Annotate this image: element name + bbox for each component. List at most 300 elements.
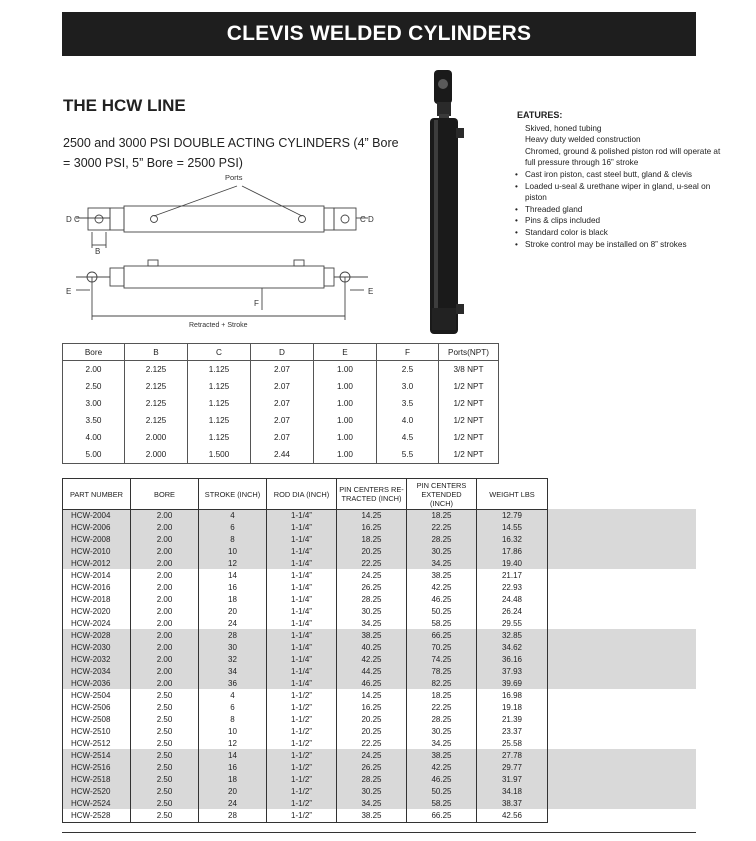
table-cell: 66.25 <box>407 810 477 823</box>
table-cell: HCW-2010 <box>63 546 131 558</box>
table-cell: 1-1/2” <box>267 810 337 823</box>
table-cell: 78.25 <box>407 666 477 678</box>
label-b: B <box>95 247 101 256</box>
table-cell: 16 <box>199 582 267 594</box>
table-cell: 1-1/2” <box>267 750 337 762</box>
table-cell: 2.00 <box>131 606 199 618</box>
table-cell: 2.07 <box>251 361 314 379</box>
table-row <box>63 582 548 594</box>
col-header: B <box>125 344 188 361</box>
table-row <box>63 750 548 762</box>
col-header: BORE <box>131 479 199 510</box>
table-row <box>63 810 548 823</box>
table-row <box>63 714 548 726</box>
table-cell: 2.50 <box>63 378 125 395</box>
feature-item: • Standard color is black <box>517 227 727 239</box>
table-cell: HCW-2524 <box>63 798 131 810</box>
table-cell: 5.00 <box>63 446 125 464</box>
table-cell: 14.25 <box>337 690 407 702</box>
table-cell: 2.07 <box>251 429 314 446</box>
ports-label: Ports <box>225 173 243 182</box>
table-cell: 34.18 <box>477 786 548 798</box>
table-cell: 30.25 <box>337 786 407 798</box>
col-header: Bore <box>63 344 125 361</box>
table-cell: 22.93 <box>477 582 548 594</box>
table-cell: 2.50 <box>131 810 199 823</box>
parts-header-row <box>63 479 548 510</box>
table-cell: 16.32 <box>477 534 548 546</box>
table-row <box>63 702 548 714</box>
table-cell: 28 <box>199 810 267 823</box>
table-cell: 4.0 <box>377 412 439 429</box>
table-cell: 16.98 <box>477 690 548 702</box>
table-cell: 2.00 <box>131 594 199 606</box>
table-row <box>63 446 499 464</box>
table-cell: 21.17 <box>477 570 548 582</box>
table-cell: 18 <box>199 774 267 786</box>
table-cell: 1-1/4” <box>267 666 337 678</box>
table-cell: HCW-2512 <box>63 738 131 750</box>
table-cell: HCW-2520 <box>63 786 131 798</box>
table-cell: 20.25 <box>337 726 407 738</box>
col-header: STROKE (INCH) <box>199 479 267 510</box>
table-cell: 2.50 <box>131 774 199 786</box>
table-cell: 5.5 <box>377 446 439 464</box>
table-row <box>63 395 499 412</box>
table-cell: 42.56 <box>477 810 548 823</box>
table-cell: 2.00 <box>131 618 199 630</box>
table-cell: 3.5 <box>377 395 439 412</box>
table-cell: HCW-2510 <box>63 726 131 738</box>
table-cell: 26.25 <box>337 762 407 774</box>
table-row <box>63 798 548 810</box>
label-f: F <box>254 299 259 308</box>
table-cell: 1-1/2” <box>267 798 337 810</box>
table-cell: HCW-2034 <box>63 666 131 678</box>
table-cell: 28.25 <box>407 714 477 726</box>
table-cell: 6 <box>199 702 267 714</box>
table-cell: 16 <box>199 762 267 774</box>
col-header: PIN CENTERS RE-TRACTED (INCH) <box>337 479 407 510</box>
table-row <box>63 630 548 642</box>
table-cell: 27.78 <box>477 750 548 762</box>
table-cell: 74.25 <box>407 654 477 666</box>
table-row <box>63 786 548 798</box>
table-cell: HCW-2504 <box>63 690 131 702</box>
table-row <box>63 429 499 446</box>
table-row <box>63 361 499 379</box>
table-cell: 1.00 <box>314 412 377 429</box>
table-cell: 2.000 <box>125 446 188 464</box>
table-row <box>63 510 548 523</box>
table-cell: 1-1/4” <box>267 570 337 582</box>
table-row <box>63 654 548 666</box>
table-cell: HCW-2516 <box>63 762 131 774</box>
table-cell: 1.00 <box>314 446 377 464</box>
table-cell: 2.000 <box>125 429 188 446</box>
table-cell: HCW-2006 <box>63 522 131 534</box>
table-cell: 30 <box>199 642 267 654</box>
table-cell: HCW-2518 <box>63 774 131 786</box>
table-cell: 30.25 <box>337 606 407 618</box>
table-cell: 28.25 <box>337 594 407 606</box>
feature-item: • Cast iron piston, cast steel butt, gland & clevis <box>517 169 727 181</box>
table-cell: HCW-2030 <box>63 642 131 654</box>
table-cell: 29.55 <box>477 618 548 630</box>
table-cell: 28 <box>199 630 267 642</box>
table-cell: 26.24 <box>477 606 548 618</box>
table-cell: 1-1/4” <box>267 630 337 642</box>
table-cell: 2.00 <box>131 654 199 666</box>
table-cell: HCW-2020 <box>63 606 131 618</box>
table-cell: 20 <box>199 606 267 618</box>
table-cell: HCW-2024 <box>63 618 131 630</box>
table-cell: HCW-2508 <box>63 714 131 726</box>
table-cell: 1-1/2” <box>267 738 337 750</box>
table-cell: 50.25 <box>407 786 477 798</box>
feature-item: • Threaded gland <box>517 204 727 216</box>
table-cell: 1-1/2” <box>267 774 337 786</box>
table-cell: 1-1/4” <box>267 654 337 666</box>
table-cell: 36 <box>199 678 267 690</box>
table-cell: 32.85 <box>477 630 548 642</box>
table-cell: 38.25 <box>337 630 407 642</box>
table-cell: 26.25 <box>337 582 407 594</box>
table-cell: 34.25 <box>407 738 477 750</box>
feature-item: • Loaded u-seal & urethane wiper in gland, u-seal on piston <box>517 181 727 204</box>
col-header: PIN CENTERS EXTENDED (INCH) <box>407 479 477 510</box>
table-cell: 14 <box>199 570 267 582</box>
table-cell: 2.50 <box>131 702 199 714</box>
table-cell: 1-1/2” <box>267 690 337 702</box>
feature-item: • Stroke control may be installed on 8” strokes <box>517 239 727 251</box>
table-cell: 4.5 <box>377 429 439 446</box>
table-cell: 2.44 <box>251 446 314 464</box>
feature-item: Skived, honed tubing <box>525 123 602 133</box>
table-cell: 19.18 <box>477 702 548 714</box>
table-cell: 24.48 <box>477 594 548 606</box>
label-d-left: D <box>66 215 72 224</box>
table-cell: HCW-2012 <box>63 558 131 570</box>
table-cell: 24.25 <box>337 750 407 762</box>
table-cell: 2.07 <box>251 378 314 395</box>
table-cell: 1-1/2” <box>267 714 337 726</box>
col-header: E <box>314 344 377 361</box>
table-cell: 3/8 NPT <box>439 361 499 379</box>
cylinder-drawing-icon <box>62 170 382 338</box>
table-row <box>63 378 499 395</box>
page-banner <box>62 12 696 56</box>
table-cell: 34.62 <box>477 642 548 654</box>
table-cell: 1-1/4” <box>267 546 337 558</box>
table-cell: 1/2 NPT <box>439 378 499 395</box>
label-e-left: E <box>66 287 72 296</box>
table-cell: 42.25 <box>337 654 407 666</box>
dimensions-table <box>62 343 499 464</box>
table-cell: 1.125 <box>188 361 251 379</box>
table-cell: 1-1/4” <box>267 606 337 618</box>
table-cell: 8 <box>199 714 267 726</box>
banner-title: CLEVIS WELDED CYLINDERS <box>226 22 532 45</box>
table-cell: 2.00 <box>131 678 199 690</box>
table-cell: 8 <box>199 534 267 546</box>
table-cell: 12 <box>199 558 267 570</box>
label-c-left: C <box>74 215 80 224</box>
table-cell: 18 <box>199 594 267 606</box>
table-cell: 70.25 <box>407 642 477 654</box>
table-cell: 82.25 <box>407 678 477 690</box>
table-cell: 24.25 <box>337 570 407 582</box>
table-cell: 31.97 <box>477 774 548 786</box>
table-cell: HCW-2514 <box>63 750 131 762</box>
table-cell: 1.00 <box>314 361 377 379</box>
table-cell: 2.00 <box>131 522 199 534</box>
table-cell: 34.25 <box>407 558 477 570</box>
table-cell: 1-1/2” <box>267 762 337 774</box>
table-cell: 1/2 NPT <box>439 429 499 446</box>
features-title: EATURES: <box>517 110 563 120</box>
table-cell: HCW-2506 <box>63 702 131 714</box>
table-cell: 4 <box>199 510 267 523</box>
table-cell: 1-1/4” <box>267 582 337 594</box>
table-cell: 12.79 <box>477 510 548 523</box>
col-header: Ports(NPT) <box>439 344 499 361</box>
table-cell: 16.25 <box>337 522 407 534</box>
table-row <box>63 666 548 678</box>
feature-item: Chromed, ground & polished piston rod will operate at full pressure through 16” stroke <box>525 146 721 168</box>
table-cell: 2.00 <box>131 630 199 642</box>
table-cell: 1.00 <box>314 395 377 412</box>
table-cell: 24 <box>199 798 267 810</box>
table-cell: 2.50 <box>131 786 199 798</box>
table-cell: 38.25 <box>407 570 477 582</box>
table-cell: 2.125 <box>125 395 188 412</box>
table-cell: 42.25 <box>407 582 477 594</box>
section-heading: THE HCW LINE <box>63 96 186 115</box>
features-box <box>517 110 727 250</box>
table-cell: 29.77 <box>477 762 548 774</box>
footer-rule <box>62 832 696 833</box>
table-cell: 1/2 NPT <box>439 412 499 429</box>
table-cell: 1/2 NPT <box>439 395 499 412</box>
table-cell: 14 <box>199 750 267 762</box>
table-row <box>63 412 499 429</box>
col-header: C <box>188 344 251 361</box>
table-cell: 1/2 NPT <box>439 446 499 464</box>
label-e-right: E <box>368 287 374 296</box>
table-cell: 50.25 <box>407 606 477 618</box>
table-row <box>63 522 548 534</box>
table-cell: 1.125 <box>188 395 251 412</box>
table-cell: 6 <box>199 522 267 534</box>
table-cell: 32 <box>199 654 267 666</box>
table-row <box>63 726 548 738</box>
label-d-right: D <box>368 215 374 224</box>
table-cell: 20.25 <box>337 546 407 558</box>
table-cell: 46.25 <box>407 774 477 786</box>
table-cell: 4 <box>199 690 267 702</box>
table-cell: 36.16 <box>477 654 548 666</box>
table-cell: 2.125 <box>125 361 188 379</box>
table-cell: 1-1/4” <box>267 642 337 654</box>
table-cell: 1-1/4” <box>267 594 337 606</box>
table-cell: 28.25 <box>407 534 477 546</box>
table-cell: 19.40 <box>477 558 548 570</box>
table-row <box>63 690 548 702</box>
table-cell: 4.00 <box>63 429 125 446</box>
table-cell: 3.0 <box>377 378 439 395</box>
table-cell: 22.25 <box>337 738 407 750</box>
table-row <box>63 546 548 558</box>
table-cell: 1-1/4” <box>267 534 337 546</box>
table-cell: 1-1/2” <box>267 786 337 798</box>
retracted-label: Retracted + Stroke <box>189 322 248 329</box>
table-cell: 38.25 <box>337 810 407 823</box>
table-cell: 10 <box>199 726 267 738</box>
table-cell: 2.00 <box>131 510 199 523</box>
table-cell: HCW-2014 <box>63 570 131 582</box>
col-header: WEIGHT LBS <box>477 479 548 510</box>
table-cell: 2.07 <box>251 395 314 412</box>
table-cell: 2.50 <box>131 726 199 738</box>
table-cell: 1-1/4” <box>267 510 337 523</box>
table-cell: 34.25 <box>337 798 407 810</box>
table-cell: 1.00 <box>314 429 377 446</box>
table-row <box>63 678 548 690</box>
table-cell: 42.25 <box>407 762 477 774</box>
table-cell: 20.25 <box>337 714 407 726</box>
table-cell: 46.25 <box>337 678 407 690</box>
table-cell: 1-1/4” <box>267 618 337 630</box>
table-cell: 2.125 <box>125 412 188 429</box>
table-cell: 2.50 <box>131 738 199 750</box>
table-cell: 2.07 <box>251 412 314 429</box>
table-cell: 2.00 <box>131 570 199 582</box>
table-cell: 14.25 <box>337 510 407 523</box>
table-cell: 20 <box>199 786 267 798</box>
table-cell: 2.00 <box>131 534 199 546</box>
table-cell: 10 <box>199 546 267 558</box>
table-row <box>63 762 548 774</box>
table-cell: 2.00 <box>131 582 199 594</box>
table-cell: HCW-2036 <box>63 678 131 690</box>
table-cell: 22.25 <box>407 702 477 714</box>
table-cell: 1-1/2” <box>267 726 337 738</box>
table-cell: 34.25 <box>337 618 407 630</box>
table-cell: 22.25 <box>407 522 477 534</box>
table-cell: 18.25 <box>407 690 477 702</box>
table-cell: 2.00 <box>131 666 199 678</box>
table-cell: 1.125 <box>188 429 251 446</box>
table-cell: 2.50 <box>131 798 199 810</box>
table-row <box>63 558 548 570</box>
table-cell: HCW-2018 <box>63 594 131 606</box>
hydraulic-cylinder-photo-icon <box>420 68 480 336</box>
col-header: D <box>251 344 314 361</box>
table-cell: 39.69 <box>477 678 548 690</box>
table-cell: 58.25 <box>407 798 477 810</box>
table-cell: 16.25 <box>337 702 407 714</box>
table-cell: 1-1/4” <box>267 522 337 534</box>
table-row <box>63 618 548 630</box>
table-cell: 1.500 <box>188 446 251 464</box>
dimensions-header-row <box>63 344 499 361</box>
table-cell: 2.00 <box>63 361 125 379</box>
table-cell: 2.125 <box>125 378 188 395</box>
table-row <box>63 594 548 606</box>
col-header: F <box>377 344 439 361</box>
table-cell: 12 <box>199 738 267 750</box>
table-cell: 21.39 <box>477 714 548 726</box>
table-cell: 17.86 <box>477 546 548 558</box>
col-header: PART NUMBER <box>63 479 131 510</box>
table-row <box>63 570 548 582</box>
label-c-right: C <box>360 215 366 224</box>
table-cell: HCW-2004 <box>63 510 131 523</box>
table-cell: HCW-2032 <box>63 654 131 666</box>
table-cell: 18.25 <box>407 510 477 523</box>
table-cell: 37.93 <box>477 666 548 678</box>
table-cell: 2.50 <box>131 714 199 726</box>
table-cell: 2.00 <box>131 546 199 558</box>
table-row <box>63 642 548 654</box>
table-cell: 2.50 <box>131 750 199 762</box>
features-list <box>517 123 727 251</box>
table-cell: 2.50 <box>131 690 199 702</box>
table-cell: HCW-2528 <box>63 810 131 823</box>
table-cell: 24 <box>199 618 267 630</box>
table-cell: 3.00 <box>63 395 125 412</box>
col-header: ROD DIA (INCH) <box>267 479 337 510</box>
table-cell: 30.25 <box>407 546 477 558</box>
table-cell: 22.25 <box>337 558 407 570</box>
table-cell: 58.25 <box>407 618 477 630</box>
table-cell: 1-1/4” <box>267 678 337 690</box>
feature-item: • Pins & clips included <box>517 215 727 227</box>
table-row <box>63 738 548 750</box>
table-cell: 18.25 <box>337 534 407 546</box>
table-cell: 1.00 <box>314 378 377 395</box>
table-cell: 2.50 <box>131 762 199 774</box>
table-cell: HCW-2028 <box>63 630 131 642</box>
feature-item: Heavy duty welded construction <box>525 135 641 145</box>
table-cell: 1.125 <box>188 378 251 395</box>
table-cell: 46.25 <box>407 594 477 606</box>
table-cell: 23.37 <box>477 726 548 738</box>
table-cell: 2.00 <box>131 558 199 570</box>
table-cell: 38.37 <box>477 798 548 810</box>
table-cell: HCW-2008 <box>63 534 131 546</box>
table-cell: 1-1/4” <box>267 558 337 570</box>
table-cell: 2.00 <box>131 642 199 654</box>
table-cell: 66.25 <box>407 630 477 642</box>
table-cell: 1.125 <box>188 412 251 429</box>
table-row <box>63 774 548 786</box>
table-row <box>63 606 548 618</box>
table-cell: 38.25 <box>407 750 477 762</box>
table-cell: 14.55 <box>477 522 548 534</box>
table-cell: 30.25 <box>407 726 477 738</box>
section-subtitle: 2500 and 3000 PSI DOUBLE ACTING CYLINDERS (4” Bore = 3000 PSI, 5” Bore = 2500 PSI) <box>63 136 399 170</box>
table-cell: 3.50 <box>63 412 125 429</box>
table-cell: 2.5 <box>377 361 439 379</box>
table-cell: 25.58 <box>477 738 548 750</box>
table-cell: 34 <box>199 666 267 678</box>
table-row <box>63 534 548 546</box>
table-cell: HCW-2016 <box>63 582 131 594</box>
table-cell: 28.25 <box>337 774 407 786</box>
table-cell: 44.25 <box>337 666 407 678</box>
